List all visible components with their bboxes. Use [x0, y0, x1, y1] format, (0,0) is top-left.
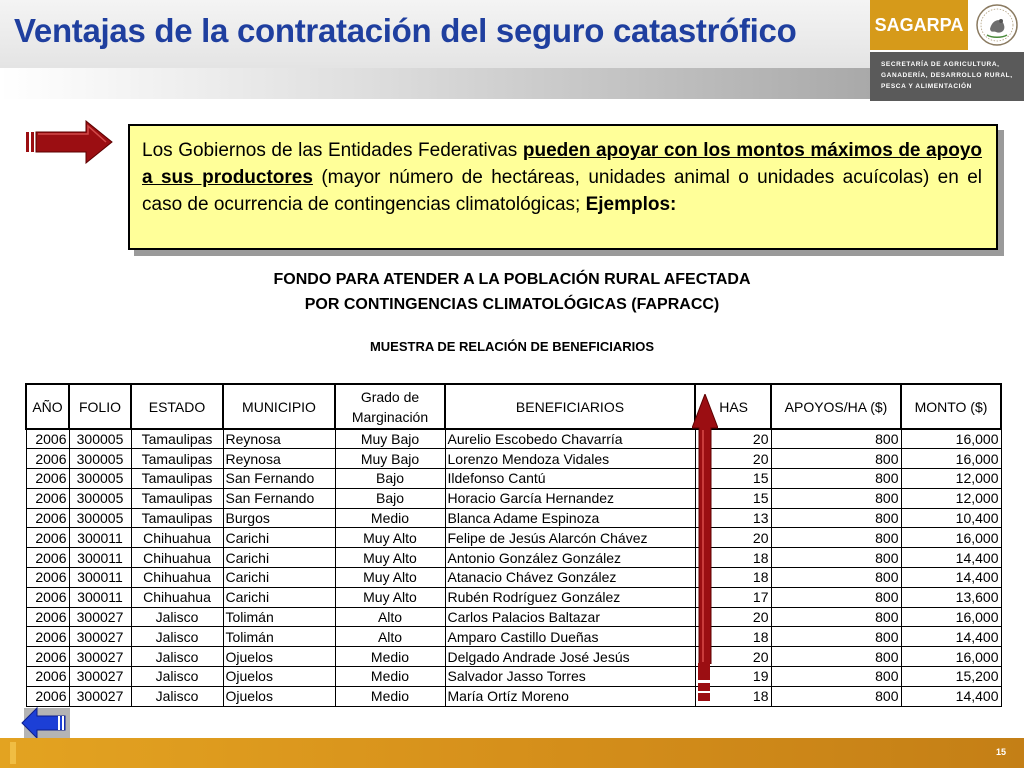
column-header: ESTADO	[131, 384, 223, 429]
table-cell: Chihuahua	[131, 587, 223, 607]
table-cell: 14,400	[901, 686, 1001, 706]
table-cell: 10,400	[901, 508, 1001, 528]
table-cell: Medio	[335, 686, 445, 706]
table-row	[26, 647, 1001, 667]
table-cell: 2006	[26, 607, 69, 627]
page-title: Ventajas de la contratación del seguro catastrófico	[14, 12, 797, 49]
table-cell: Muy Alto	[335, 587, 445, 607]
table-cell: Jalisco	[131, 647, 223, 667]
table-cell: 800	[771, 528, 901, 548]
red-right-arrow-icon	[26, 120, 114, 164]
table-cell: 300005	[69, 449, 131, 469]
table-cell: 800	[771, 686, 901, 706]
logo-top	[870, 0, 1024, 50]
table-cell: Blanca Adame Espinoza	[445, 508, 695, 528]
logo-line: GANADERÍA, DESARROLLO RURAL,	[881, 72, 1013, 79]
table-cell: 300027	[69, 667, 131, 687]
table-cell: Reynosa	[223, 449, 335, 469]
table-cell: Bajo	[335, 469, 445, 489]
table-cell: Carichi	[223, 548, 335, 568]
table-body	[26, 429, 1001, 706]
table-cell: Muy Bajo	[335, 429, 445, 449]
table-cell: 12,000	[901, 488, 1001, 508]
logo-name: SAGARPA	[870, 0, 968, 50]
logo-ministry-name	[870, 52, 1024, 101]
table-cell: Muy Bajo	[335, 449, 445, 469]
table-cell: Carichi	[223, 587, 335, 607]
sagarpa-logo	[870, 0, 1024, 101]
table-cell: Lorenzo Mendoza Vidales	[445, 449, 695, 469]
table-row	[26, 568, 1001, 588]
table-cell: 300005	[69, 508, 131, 528]
table-cell: 800	[771, 429, 901, 449]
table-row	[26, 469, 1001, 489]
table-cell: 800	[771, 667, 901, 687]
table-cell: 800	[771, 449, 901, 469]
logo-line: SECRETARÍA DE AGRICULTURA,	[881, 61, 1000, 68]
table-cell: 16,000	[901, 429, 1001, 449]
logo-line: PESCA Y ALIMENTACIÓN	[881, 83, 972, 90]
table-cell: 300011	[69, 587, 131, 607]
table-cell: Delgado Andrade José Jesús	[445, 647, 695, 667]
table-cell: 14,400	[901, 548, 1001, 568]
table-cell: 16,000	[901, 449, 1001, 469]
table-cell: 800	[771, 469, 901, 489]
table-cell: 300011	[69, 528, 131, 548]
table-cell: 800	[771, 548, 901, 568]
table-cell: 300027	[69, 627, 131, 647]
red-up-arrow-icon	[692, 394, 718, 664]
table-cell: 18	[695, 627, 771, 647]
muestra-title: MUESTRA DE RELACIÓN DE BENEFICIARIOS	[369, 339, 655, 354]
table-cell: 300027	[69, 686, 131, 706]
column-header: FOLIO	[69, 384, 131, 429]
callout-text	[142, 137, 982, 218]
mexican-eagle-seal-icon	[974, 3, 1020, 47]
table-cell: San Fernando	[223, 469, 335, 489]
table-cell: Medio	[335, 508, 445, 528]
table-cell: Ildefonso Cantú	[445, 469, 695, 489]
table-cell: 300027	[69, 647, 131, 667]
table-cell: 12,000	[901, 469, 1001, 489]
callout-text-intro: Los Gobiernos de las Entidades Federativas	[142, 140, 523, 161]
table-cell: Jalisco	[131, 607, 223, 627]
table-cell: 2006	[26, 587, 69, 607]
table-cell: 2006	[26, 686, 69, 706]
table-cell: 15	[695, 488, 771, 508]
table-cell: 20	[695, 449, 771, 469]
column-header: Grado de Marginación	[335, 384, 445, 429]
table-cell: Chihuahua	[131, 548, 223, 568]
table-cell: 300011	[69, 548, 131, 568]
table-cell: 300011	[69, 568, 131, 588]
table-cell: Amparo Castillo Dueñas	[445, 627, 695, 647]
table-cell: 16,000	[901, 528, 1001, 548]
table-cell: 800	[771, 627, 901, 647]
table-cell: 300005	[69, 488, 131, 508]
table-cell: Jalisco	[131, 686, 223, 706]
table-row	[26, 667, 1001, 687]
column-header: MUNICIPIO	[223, 384, 335, 429]
table-cell: Burgos	[223, 508, 335, 528]
table-cell: Medio	[335, 647, 445, 667]
table-cell: 14,400	[901, 568, 1001, 588]
table-cell: 800	[771, 607, 901, 627]
footer-bar	[0, 738, 1024, 768]
table-cell: 2006	[26, 488, 69, 508]
callout-emphasis: pueden apoyar con los montos máximos de apoyo a sus productores	[142, 140, 983, 188]
table-row	[26, 488, 1001, 508]
table-cell: 300005	[69, 429, 131, 449]
arrow-tail-marks	[698, 663, 710, 703]
table-cell: 800	[771, 587, 901, 607]
footer-tab	[10, 742, 16, 764]
table-row	[26, 508, 1001, 528]
table-cell: Tamaulipas	[131, 488, 223, 508]
table-cell: 17	[695, 587, 771, 607]
table-cell: 2006	[26, 508, 69, 528]
callout-examples: Ejemplos:	[585, 194, 677, 215]
table-cell: Atanacio Chávez González	[445, 568, 695, 588]
table-cell: 2006	[26, 548, 69, 568]
column-header: HAS	[695, 384, 771, 429]
table-cell: 20	[695, 429, 771, 449]
table-cell: Felipe de Jesús Alarcón Chávez	[445, 528, 695, 548]
table-cell: 13,600	[901, 587, 1001, 607]
table-cell: 800	[771, 488, 901, 508]
title-band	[0, 0, 870, 68]
table-cell: 16,000	[901, 607, 1001, 627]
column-header: AÑO	[26, 384, 69, 429]
callout-text-detail: (mayor número de hectáreas, unidades animal o unidades acuícolas) en el caso de ocurrencia de contingencias climatológicas;	[142, 167, 982, 215]
table-cell: Horacio García Hernandez	[445, 488, 695, 508]
table-row	[26, 548, 1001, 568]
table-cell: 14,400	[901, 627, 1001, 647]
table-cell: Chihuahua	[131, 528, 223, 548]
table-cell: Jalisco	[131, 667, 223, 687]
table-row	[26, 449, 1001, 469]
table-cell: Muy Alto	[335, 528, 445, 548]
table-cell: 800	[771, 508, 901, 528]
table-row	[26, 627, 1001, 647]
table-cell: Muy Alto	[335, 568, 445, 588]
table-cell: Salvador Jasso Torres	[445, 667, 695, 687]
table-cell: 15	[695, 469, 771, 489]
table-cell: 20	[695, 647, 771, 667]
table-cell: Alto	[335, 607, 445, 627]
table-cell: 13	[695, 508, 771, 528]
table-cell: Muy Alto	[335, 548, 445, 568]
blue-back-arrow-icon[interactable]	[21, 704, 71, 742]
table-cell: San Fernando	[223, 488, 335, 508]
table-cell: Carlos Palacios Baltazar	[445, 607, 695, 627]
header-divider-band	[0, 68, 870, 99]
table-cell: 2006	[26, 528, 69, 548]
table-row	[26, 686, 1001, 706]
table-cell: Tamaulipas	[131, 449, 223, 469]
table-row	[26, 429, 1001, 449]
column-header: APOYOS/HA ($)	[771, 384, 901, 429]
table-cell: Tamaulipas	[131, 469, 223, 489]
fondo-title-line1: FONDO PARA ATENDER A LA POBLACIÓN RURAL AFECTADA	[273, 271, 751, 288]
table-cell: 2006	[26, 667, 69, 687]
table-row	[26, 607, 1001, 627]
table-cell: 2006	[26, 647, 69, 667]
table-row	[26, 528, 1001, 548]
table-cell: 18	[695, 548, 771, 568]
beneficiaries-table	[25, 383, 1002, 707]
table-cell: 300005	[69, 469, 131, 489]
table-cell: Chihuahua	[131, 568, 223, 588]
table-cell: 20	[695, 607, 771, 627]
table-cell: Medio	[335, 667, 445, 687]
table-cell: Bajo	[335, 488, 445, 508]
page-number: 15	[995, 747, 1006, 757]
table-cell: 18	[695, 568, 771, 588]
table-cell: Tamaulipas	[131, 429, 223, 449]
table-row	[26, 587, 1001, 607]
table-cell: 20	[695, 528, 771, 548]
column-header: BENEFICIARIOS	[445, 384, 695, 429]
table-header-row	[26, 384, 1001, 429]
column-header: MONTO ($)	[901, 384, 1001, 429]
table-cell: Alto	[335, 627, 445, 647]
table-cell: Tolimán	[223, 607, 335, 627]
table-cell: 2006	[26, 469, 69, 489]
table-cell: 19	[695, 667, 771, 687]
table-cell: Tamaulipas	[131, 508, 223, 528]
table-cell: 18	[695, 686, 771, 706]
table-cell: 16,000	[901, 647, 1001, 667]
table-cell: 2006	[26, 627, 69, 647]
table-cell: Aurelio Escobedo Chavarría	[445, 429, 695, 449]
table-cell: Antonio González González	[445, 548, 695, 568]
table-cell: Jalisco	[131, 627, 223, 647]
table-cell: Ojuelos	[223, 667, 335, 687]
table-cell: María Ortíz Moreno	[445, 686, 695, 706]
table-cell: 300027	[69, 607, 131, 627]
table-cell: 800	[771, 568, 901, 588]
table-cell: 2006	[26, 429, 69, 449]
table-cell: Rubén Rodríguez González	[445, 587, 695, 607]
fondo-title-line2: POR CONTINGENCIAS CLIMATOLÓGICAS (FAPRACC)	[304, 296, 720, 313]
table-cell: 2006	[26, 568, 69, 588]
table-cell: 800	[771, 647, 901, 667]
table-cell: 2006	[26, 449, 69, 469]
table-cell: Carichi	[223, 568, 335, 588]
table-cell: Reynosa	[223, 429, 335, 449]
callout-box	[128, 124, 998, 250]
table-cell: Ojuelos	[223, 647, 335, 667]
table-cell: Carichi	[223, 528, 335, 548]
table-cell: Ojuelos	[223, 686, 335, 706]
table-cell: 15,200	[901, 667, 1001, 687]
table-cell: Tolimán	[223, 627, 335, 647]
